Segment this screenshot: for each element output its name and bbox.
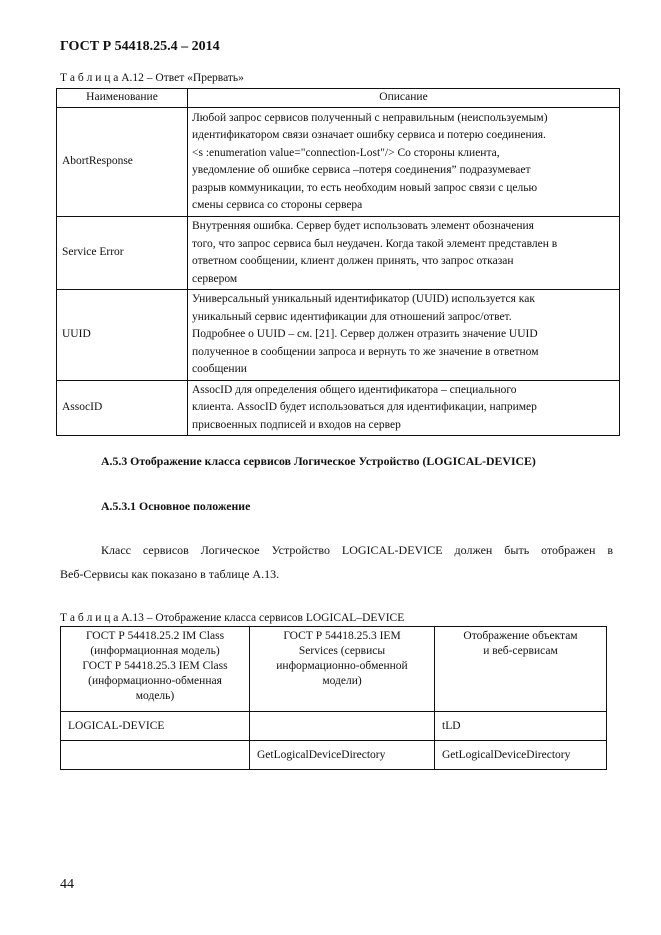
page-number: 44 (60, 877, 74, 892)
header-line: (информационно-обменная (88, 675, 222, 687)
table-a12-caption: Т а б л и ц а А.12 – Ответ «Прервать» (60, 72, 244, 84)
table-a13-header-im-class (61, 627, 250, 712)
row-name: Service Error (57, 217, 188, 290)
table-cell: tLD (435, 712, 607, 741)
table-a13 (60, 626, 607, 770)
document-header: ГОСТ Р 54418.25.4 – 2014 (60, 39, 220, 54)
table-row (57, 290, 620, 381)
description-line: смены сервиса со стороны сервера (192, 199, 363, 211)
header-line: Отображение объектам (463, 630, 578, 642)
description-line: Универсальный уникальный идентификатор (UUID) используется как (192, 293, 535, 305)
row-name: AbortResponse (57, 108, 188, 217)
table-row (57, 217, 620, 290)
header-line: модель) (135, 690, 175, 702)
row-description (188, 108, 620, 217)
row-description (188, 290, 620, 381)
table-cell (61, 741, 250, 770)
description-line: Любой запрос сервисов полученный с неправильным (неиспользуемым) (192, 111, 548, 124)
header-line: и веб-сервисам (483, 645, 558, 657)
description-line: клиента. AssocID будет использоваться для идентификации, например (192, 401, 537, 413)
paragraph (60, 538, 613, 586)
description-line: Внутренняя ошибка. Сервер будет использовать элемент обозначения (192, 220, 534, 232)
table-a13-caption: Т а б л и ц а А.13 – Отображение класса сервисов LOGICAL–DEVICE (60, 612, 405, 624)
description-line: сообщении (192, 363, 247, 375)
header-line: ГОСТ Р 54418.25.2 IM Class (85, 630, 225, 642)
description-line: полученное в сообщении запроса и вернуть то же значение в ответном (192, 345, 539, 358)
table-a12-header-description: Описание (188, 89, 620, 108)
description-line: того, что запрос сервиса был неудачен. Когда такой элемент представлен в (192, 237, 558, 250)
table-row (57, 108, 620, 217)
table-cell (250, 712, 435, 741)
header-line: ГОСТ Р 54418.25.3 IEM (283, 630, 401, 642)
row-name: UUID (57, 290, 188, 381)
table-row (61, 741, 607, 770)
paragraph-line: Веб-Сервисы как показано в таблице А.13. (60, 567, 280, 581)
row-description (188, 380, 620, 436)
table-row (57, 380, 620, 436)
table-a12-header-name: Наименование (57, 89, 188, 108)
description-line: уникальный сервис идентификации для отношений запрос/ответ. (192, 310, 512, 323)
description-line: идентификатором связи означает ошибку сервиса и потерю соединения. (192, 129, 546, 141)
row-description (188, 217, 620, 290)
header-line: ГОСТ Р 54418.25.3 IEM Class (82, 660, 228, 672)
description-line: разрыв коммуникации, то есть необходим новый запрос связи с целью (192, 181, 538, 194)
header-line: (информационная модель) (90, 645, 220, 657)
table-row (61, 712, 607, 741)
header-line: Services (сервисы (298, 645, 386, 657)
table-cell: GetLogicalDeviceDirectory (250, 741, 435, 770)
paragraph-line: Класс сервисов Логическое Устройство LOGICAL-DEVICE должен быть отображен в (101, 543, 613, 557)
description-line: AssocID для определения общего идентификатора – специального (192, 383, 517, 396)
table-a12-header-row (57, 89, 620, 108)
description-line: Подробнее о UUID – см. [21]. Сервер должен отразить значение UUID (192, 328, 538, 340)
table-a13-header-mapping (435, 627, 607, 712)
header-line: информационно-обменной (276, 660, 408, 672)
table-cell: GetLogicalDeviceDirectory (435, 741, 607, 770)
table-a13-header-row (61, 627, 607, 712)
section-heading-a53: А.5.3 Отображение класса сервисов Логическое Устройство (LOGICAL-DEVICE) (101, 454, 536, 468)
table-a12 (56, 88, 620, 436)
description-line: присвоенных подписей и входов на сервер (192, 418, 401, 431)
row-name: AssocID (57, 380, 188, 436)
description-line: сервером (192, 272, 238, 285)
description-line: <s :enumeration value="connection-Lost"/> Со стороны клиента, (192, 146, 500, 159)
description-line: ответном сообщении, клиент должен принять, что запрос отказан (192, 255, 514, 267)
description-line: уведомление об ошибке сервиса –потеря соединения” подразумевает (192, 164, 531, 176)
table-a13-header-iem-services (250, 627, 435, 712)
header-line: модели) (322, 675, 362, 687)
table-cell: LOGICAL-DEVICE (61, 712, 250, 741)
section-heading-a531: А.5.3.1 Основное положение (101, 499, 251, 513)
